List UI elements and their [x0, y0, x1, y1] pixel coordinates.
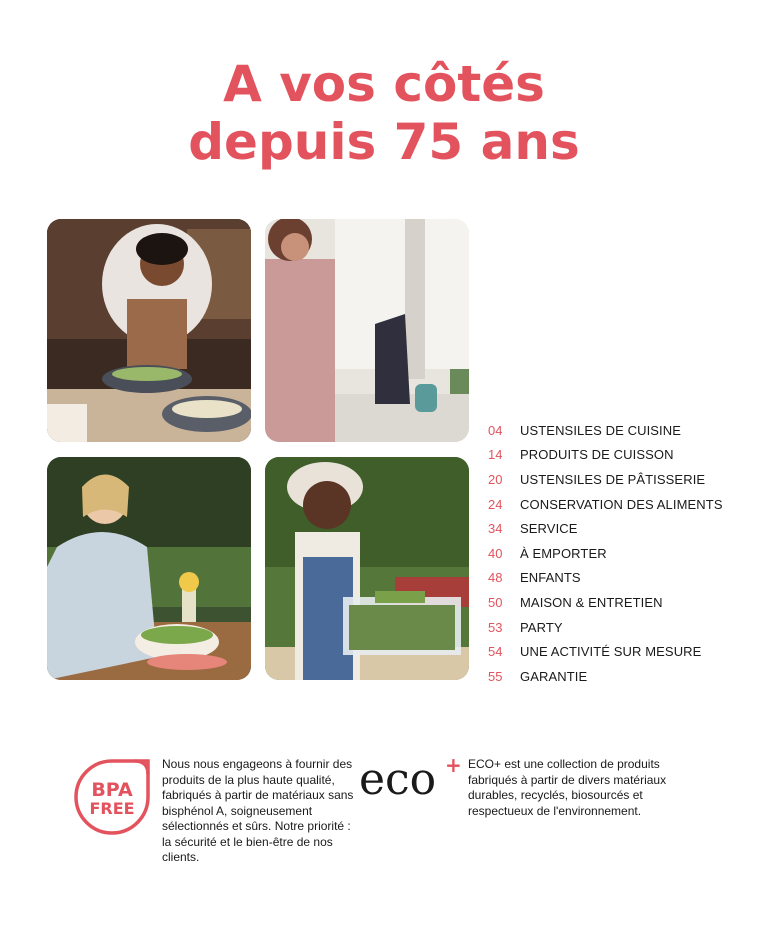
title-line-1: A vos côtés [223, 55, 545, 113]
toc-page-number: 34 [488, 521, 503, 537]
toc-label: À EMPORTER [520, 545, 607, 561]
eco-logo-text: eco [359, 754, 437, 802]
photo-child-container [265, 457, 469, 680]
toc-item[interactable] [478, 516, 748, 541]
toc-item[interactable] [478, 615, 748, 640]
bpa-free-badge-icon [73, 758, 151, 836]
toc-label: USTENSILES DE PÂTISSERIE [520, 471, 706, 487]
toc-item[interactable] [478, 541, 748, 566]
toc-page-number: 40 [488, 545, 503, 561]
toc-page-number: 55 [488, 668, 503, 684]
photo-man-cooking [47, 219, 251, 442]
table-of-contents [478, 418, 748, 689]
toc-item[interactable] [478, 443, 748, 468]
toc-page-number: 48 [488, 570, 503, 586]
toc-page-number: 04 [488, 422, 503, 438]
toc-item[interactable] [478, 590, 748, 615]
toc-item[interactable] [478, 467, 748, 492]
bpa-description: Nous nous engageons à fournir des produits de la plus haute qualité, fabriqués à partir de matériaux sans bisphénol A, soigneusement sélectionnés et sûrs. Notre priorité : la sécurité et le bien-être de nos clients. [162, 757, 354, 864]
photo-woman-pitcher [265, 219, 469, 442]
photo-woman-salad [47, 457, 251, 680]
toc-item[interactable] [478, 492, 748, 517]
title-line-2: depuis 75 ans [188, 113, 580, 171]
toc-item[interactable] [478, 639, 748, 664]
toc-label: PARTY [520, 619, 563, 635]
toc-item[interactable] [478, 664, 748, 689]
toc-page-number: 20 [488, 471, 503, 487]
eco-plus-logo-icon [357, 752, 467, 802]
toc-page-number: 14 [488, 447, 503, 463]
toc-label: ENFANTS [520, 570, 581, 586]
page-title [0, 55, 768, 171]
toc-label: MAISON & ENTRETIEN [520, 594, 663, 610]
toc-label: CONSERVATION DES ALIMENTS [520, 496, 723, 512]
toc-label: PRODUITS DE CUISSON [520, 447, 674, 463]
eco-logo-plus: + [445, 753, 462, 777]
toc-page-number: 54 [488, 644, 503, 660]
toc-label: SERVICE [520, 521, 578, 537]
bpa-badge-line-2: FREE [89, 799, 135, 818]
toc-page-number: 24 [488, 496, 503, 512]
toc-item[interactable] [478, 566, 748, 591]
toc-label: GARANTIE [520, 668, 588, 684]
toc-page-number: 53 [488, 619, 503, 635]
toc-label: USTENSILES DE CUISINE [520, 422, 682, 438]
toc-page-number: 50 [488, 594, 503, 610]
toc-item[interactable] [478, 418, 748, 443]
eco-description: ECO+ est une collection de produits fabriqués à partir de divers matériaux durables, recyclés, biosourcés et respectueux de l'environnement. [468, 757, 667, 818]
bpa-badge-line-1: BPA [91, 779, 133, 801]
toc-label: UNE ACTIVITÉ SUR MESURE [520, 644, 702, 660]
